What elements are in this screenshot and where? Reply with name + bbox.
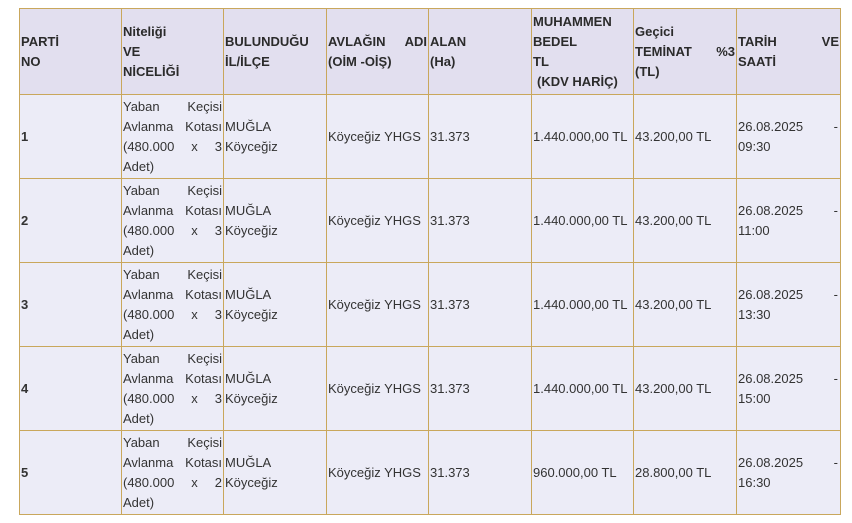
cell-muhammen-bedel <box>532 347 634 431</box>
avlak-value: Köyceğiz YHGS <box>328 128 421 144</box>
cell-tarih-saat <box>737 431 841 515</box>
table-row <box>20 263 841 347</box>
cell-muhammen-bedel <box>532 179 634 263</box>
header-muhammen-bedel: MUHAMMEN BEDEL TL (KDV HARİÇ) <box>532 9 634 95</box>
alan-value: 31.373 <box>430 380 470 396</box>
header-parti-no: PARTİ NO <box>20 9 122 95</box>
cell-tarih-saat <box>737 263 841 347</box>
cell-avlak <box>327 179 429 263</box>
tarih-line <box>738 285 839 305</box>
table-row <box>20 179 841 263</box>
nitelik-line: Yaban Keçisi <box>123 98 222 114</box>
cell-tarih-saat <box>737 179 841 263</box>
nitelik-line: (480.000 x 3 <box>123 138 222 154</box>
nitelik-line: Avlanma Kotası <box>123 286 222 302</box>
date-separator: - <box>833 454 838 470</box>
cell-parti-no <box>20 179 122 263</box>
nitelik-line: (480.000 x 3 <box>123 390 222 406</box>
cell-parti-no <box>20 347 122 431</box>
header-bulundugu: BULUNDUĞU İL/İLÇE <box>224 9 327 95</box>
date-separator: - <box>833 286 838 302</box>
cell-parti-no <box>20 263 122 347</box>
date-separator: - <box>833 202 838 218</box>
cell-teminat <box>634 263 737 347</box>
cell-teminat <box>634 179 737 263</box>
il-value: MUĞLA <box>225 454 272 470</box>
ilce-value: Köyceğiz <box>225 306 278 322</box>
parti-no-value: 5 <box>21 464 29 480</box>
cell-nitelik <box>122 95 224 179</box>
cell-nitelik <box>122 263 224 347</box>
il-value: MUĞLA <box>225 118 272 134</box>
parti-no-value: 3 <box>21 296 29 312</box>
teminat-value: 43.200,00 TL <box>635 296 712 312</box>
date-separator: - <box>833 118 838 134</box>
nitelik-line: Adet) <box>123 494 155 510</box>
tarih-value: 26.08.2025 <box>738 118 804 134</box>
cell-alan <box>429 179 532 263</box>
nitelik-line: Avlanma Kotası <box>123 202 222 218</box>
alan-value: 31.373 <box>430 212 470 228</box>
il-value: MUĞLA <box>225 202 272 218</box>
avlak-value: Köyceğiz YHGS <box>328 296 421 312</box>
table-row <box>20 347 841 431</box>
nitelik-line: Yaban Keçisi <box>123 434 222 450</box>
cell-tarih-saat <box>737 95 841 179</box>
alan-value: 31.373 <box>430 128 470 144</box>
cell-alan <box>429 263 532 347</box>
nitelik-line: Adet) <box>123 158 155 174</box>
header-avlagin-adi: AVLAĞIN ADI (OİM -OİŞ) <box>327 9 429 95</box>
cell-avlak <box>327 347 429 431</box>
saat-value: 16:30 <box>738 474 771 490</box>
header-alan: ALAN (Ha) <box>429 9 532 95</box>
avlak-value: Köyceğiz YHGS <box>328 380 421 396</box>
tarih-value: 26.08.2025 <box>738 370 804 386</box>
muhammen-bedel-value: 960.000,00 TL <box>533 464 617 480</box>
teminat-value: 43.200,00 TL <box>635 128 712 144</box>
tarih-value: 26.08.2025 <box>738 454 804 470</box>
saat-value: 09:30 <box>738 138 771 154</box>
cell-teminat <box>634 431 737 515</box>
parti-no-value: 4 <box>21 380 29 396</box>
cell-avlak <box>327 431 429 515</box>
nitelik-line: Avlanma Kotası <box>123 454 222 470</box>
il-value: MUĞLA <box>225 286 272 302</box>
saat-value: 15:00 <box>738 390 771 406</box>
parti-no-value: 2 <box>21 212 29 228</box>
tarih-line <box>738 369 839 389</box>
alan-value: 31.373 <box>430 464 470 480</box>
cell-parti-no <box>20 95 122 179</box>
saat-value: 13:30 <box>738 306 771 322</box>
tarih-value: 26.08.2025 <box>738 286 804 302</box>
nitelik-line: Adet) <box>123 410 155 426</box>
teminat-value: 43.200,00 TL <box>635 380 712 396</box>
table-row <box>20 431 841 515</box>
ilce-value: Köyceğiz <box>225 138 278 154</box>
header-row <box>20 9 841 95</box>
cell-il-ilce <box>224 431 327 515</box>
muhammen-bedel-value: 1.440.000,00 TL <box>533 128 628 144</box>
muhammen-bedel-value: 1.440.000,00 TL <box>533 212 628 228</box>
ilce-value: Köyceğiz <box>225 222 278 238</box>
nitelik-line: (480.000 x 3 <box>123 222 222 238</box>
cell-il-ilce <box>224 179 327 263</box>
header-tarih-saati: TARİH VE SAATİ <box>737 9 841 95</box>
cell-muhammen-bedel <box>532 95 634 179</box>
cell-muhammen-bedel <box>532 431 634 515</box>
cell-il-ilce <box>224 347 327 431</box>
cell-alan <box>429 431 532 515</box>
tarih-value: 26.08.2025 <box>738 202 804 218</box>
saat-value: 11:00 <box>738 222 770 238</box>
cell-avlak <box>327 263 429 347</box>
cell-nitelik <box>122 347 224 431</box>
ilce-value: Köyceğiz <box>225 390 278 406</box>
cell-il-ilce <box>224 263 327 347</box>
il-value: MUĞLA <box>225 370 272 386</box>
table-row <box>20 95 841 179</box>
cell-teminat <box>634 95 737 179</box>
cell-avlak <box>327 95 429 179</box>
muhammen-bedel-value: 1.440.000,00 TL <box>533 380 628 396</box>
avlak-value: Köyceğiz YHGS <box>328 464 421 480</box>
cell-il-ilce <box>224 95 327 179</box>
cell-muhammen-bedel <box>532 263 634 347</box>
cell-alan <box>429 347 532 431</box>
nitelik-line: (480.000 x 3 <box>123 306 222 322</box>
tarih-line <box>738 453 839 473</box>
nitelik-line: Avlanma Kotası <box>123 118 222 134</box>
table-body <box>20 95 841 515</box>
teminat-value: 28.800,00 TL <box>635 464 712 480</box>
cell-nitelik <box>122 431 224 515</box>
cell-nitelik <box>122 179 224 263</box>
tarih-line <box>738 201 839 221</box>
cell-parti-no <box>20 431 122 515</box>
header-gecici-teminat: Geçici TEMİNAT %3 (TL) <box>634 9 737 95</box>
nitelik-line: Yaban Keçisi <box>123 266 222 282</box>
tarih-line <box>738 117 839 137</box>
cell-tarih-saat <box>737 347 841 431</box>
alan-value: 31.373 <box>430 296 470 312</box>
cell-alan <box>429 95 532 179</box>
nitelik-line: Yaban Keçisi <box>123 182 222 198</box>
date-separator: - <box>833 370 838 386</box>
cell-teminat <box>634 347 737 431</box>
muhammen-bedel-value: 1.440.000,00 TL <box>533 296 628 312</box>
parti-no-value: 1 <box>21 128 29 144</box>
tender-table <box>19 8 841 515</box>
header-niteligi: Niteliği VE NİCELİĞİ <box>122 9 224 95</box>
nitelik-line: Yaban Keçisi <box>123 350 222 366</box>
ilce-value: Köyceğiz <box>225 474 278 490</box>
avlak-value: Köyceğiz YHGS <box>328 212 421 228</box>
nitelik-line: Adet) <box>123 326 155 342</box>
nitelik-line: Adet) <box>123 242 155 258</box>
nitelik-line: Avlanma Kotası <box>123 370 222 386</box>
nitelik-line: (480.000 x 2 <box>123 474 222 490</box>
teminat-value: 43.200,00 TL <box>635 212 712 228</box>
